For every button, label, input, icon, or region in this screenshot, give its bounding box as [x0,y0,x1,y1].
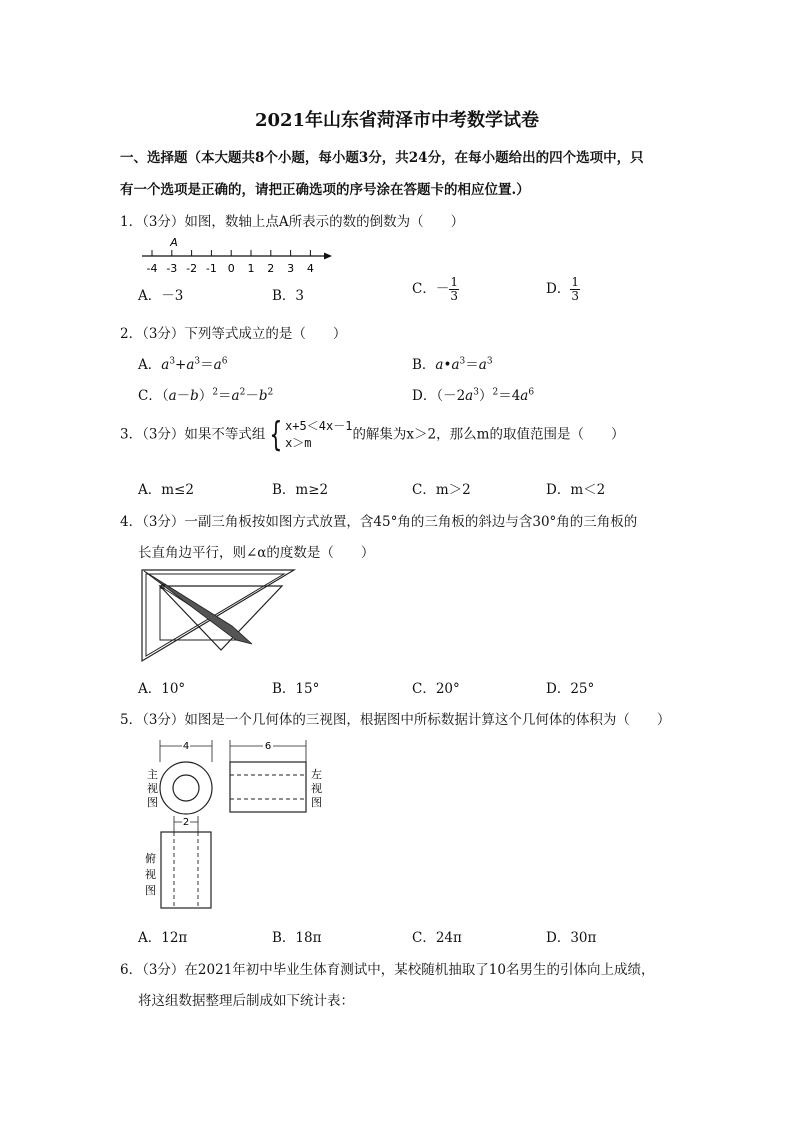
number-line-tick-label: -3 [166,262,178,275]
q4-option-a[interactable]: A．10° [138,681,186,697]
q2-option-a[interactable]: A．$a^3+a^3=a^6$ [138,356,228,373]
top-view-label-2: 视 [145,868,156,881]
q1-option-a[interactable]: A．－3 [138,288,184,304]
q3-stem-pre: 3．（3分）如果不等式组 [120,426,266,443]
number-line-tick-label: -4 [146,262,158,275]
q3-option-b[interactable]: B．m≥2 [272,482,329,498]
inequality-system: { x+5＜4x－1 x＞m [269,415,353,455]
alpha-label: α [160,582,166,592]
left-view-label-3: 图 [311,796,322,809]
q1-option-c-fraction: $\frac{1}{3}$ [450,275,458,303]
number-line-tick-label: 0 [227,262,235,275]
inequality-2: x＞m [285,436,312,450]
q1-option-d-prefix: D． [546,281,571,297]
q4-option-b[interactable]: B．15° [272,681,320,697]
front-dim-label: 4 [182,741,190,752]
left-view-label-1: 左 [311,768,322,781]
question-6-stem-line1: 6．（3分）在2021年初中毕业生体育测试中，某校随机抽取了10名男生的引体向上成绩， [120,962,655,978]
left-dim-label: 6 [264,741,272,752]
question-1-stem: 1．（3分）如图，数轴上点A所表示的数的倒数为（ ） [120,214,465,230]
front-view-outer-circle [160,762,212,814]
top-view-label-3: 图 [145,884,156,897]
number-line-tick-label: 1 [247,262,255,275]
q5-option-c[interactable]: C．24π [412,930,462,946]
point-a-label: A [170,236,178,249]
left-view-rect [230,762,306,812]
q5-option-d[interactable]: D．30π [546,930,597,946]
q4-option-c[interactable]: C．20° [412,681,460,697]
q1-option-b[interactable]: B．3 [272,288,305,304]
set-squares-figure [140,566,300,666]
question-2-stem: 2．（3分）下列等式成立的是（ ） [120,326,347,342]
question-3-stem [120,415,625,455]
number-line-tick-label: -1 [205,262,217,275]
q3-option-a[interactable]: A．m≤2 [138,482,194,498]
number-line-tick-label: 3 [287,262,295,275]
question-4-stem-line2: 长直角边平行，则∠α的度数是（ ） [138,545,375,561]
q2-option-c[interactable]: C．$(a-b)^2=a^2-b^2$ [138,387,274,404]
number-line-ticks [147,250,314,275]
q1-option-d-fraction: $\frac{1}{3}$ [571,275,579,303]
q1-option-d[interactable] [546,276,580,303]
q3-stem-post: 的解集为x＞2，那么m的取值范围是（ ） [352,426,625,443]
question-5-stem: 5．（3分）如图是一个几何体的三视图，根据图中所标数据计算这个几何体的体积为（ ） [120,712,671,728]
q3-option-c[interactable]: C．m＞2 [412,482,471,498]
number-line-tick-label: -2 [186,262,198,275]
number-line-figure [138,234,338,278]
q1-option-c[interactable] [412,276,459,303]
page-title: 2021年山东省菏泽市中考数学试卷 [254,110,540,131]
question-6-stem-line2: 将这组数据整理后制成如下统计表： [138,993,354,1009]
section-header-line1: 一、选择题（本大题共8个小题，每小题3分，共24分，在每小题给出的四个选项中，只 [120,150,644,166]
number-line-tick-label: 2 [267,262,275,275]
top-dim-label: 2 [182,817,190,828]
top-view-rect [161,832,211,908]
q5-option-a[interactable]: A．12π [138,930,188,946]
top-view-label-1: 俯 [145,852,156,865]
q2-option-b[interactable]: B．$a•a^3=a^3$ [412,356,493,373]
front-view-label-3: 图 [147,796,158,809]
question-4-stem-line1: 4．（3分）一副三角板按如图方式放置，含45°角的三角板的斜边与含30°角的三角板的 [120,514,638,530]
front-view-label-2: 视 [147,782,158,795]
q3-option-d[interactable]: D．m＜2 [546,482,606,498]
left-view-label-2: 视 [311,782,322,795]
front-view-label-1: 主 [147,768,158,781]
section-header-line2: 有一个选项是正确的，请把正确选项的序号涂在答题卡的相应位置.） [120,182,530,198]
q1-option-c-prefix: C．－ [412,281,450,297]
three-view-figure [138,734,338,914]
number-line-tick-label: 4 [306,262,314,275]
q5-option-b[interactable]: B．18π [272,930,322,946]
front-view-inner-circle [173,775,199,801]
q2-option-d[interactable]: D．$(-2a^3)^2=4a^6$ [412,387,535,404]
inequality-1: x+5＜4x－1 [285,419,353,433]
q4-option-d[interactable]: D．25° [546,681,595,697]
